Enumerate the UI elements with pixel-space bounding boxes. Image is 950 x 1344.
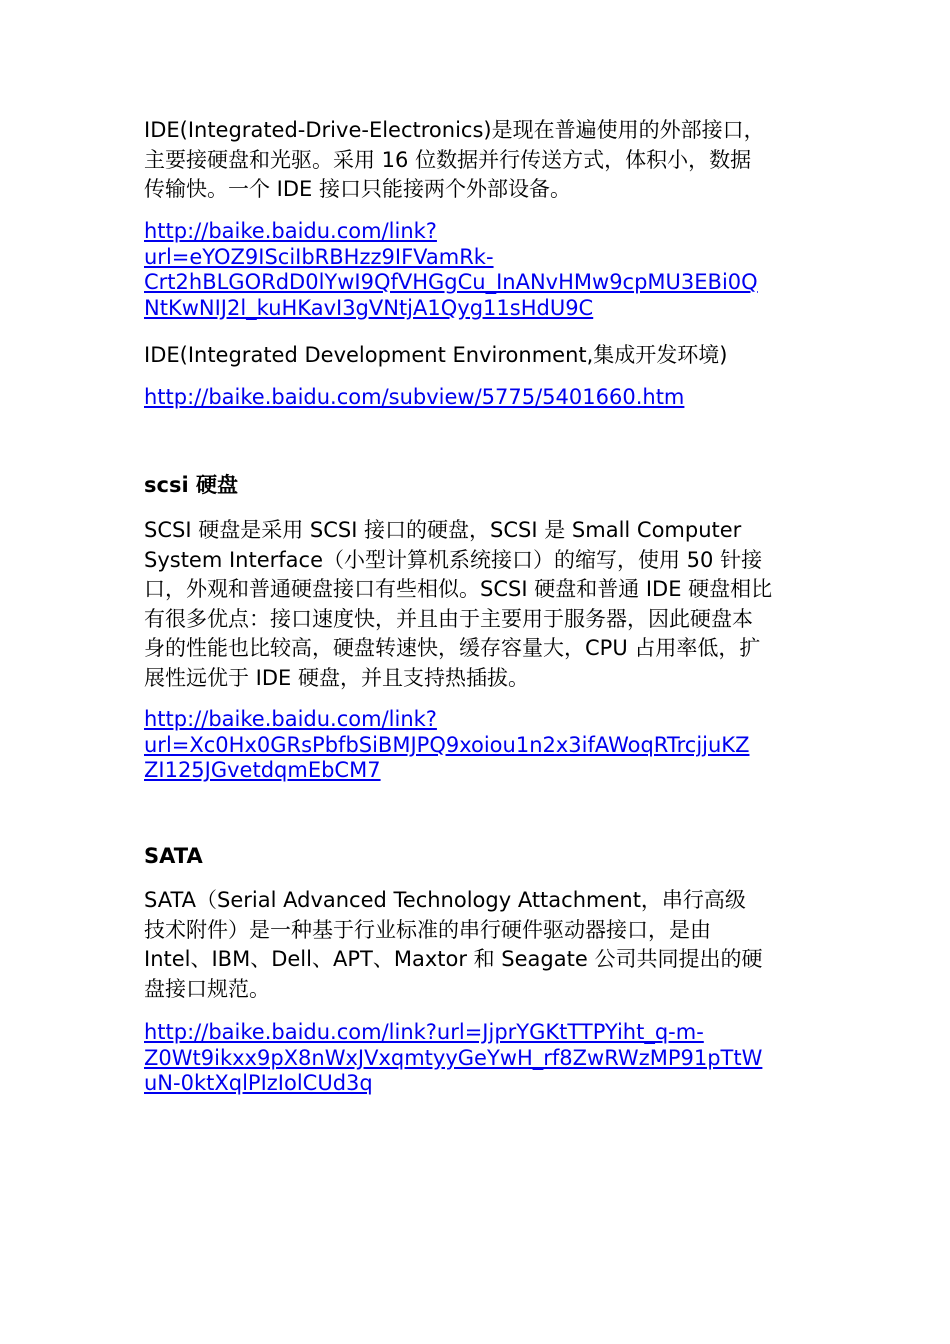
sata-heading: SATA [144,844,203,868]
text-line: 盘接口规范。 [144,976,270,1001]
sata-paragraph [144,886,762,1004]
text-line: System Interface（小型计算机系统接口）的缩写，使用 50 针接 [144,547,763,572]
ide-subview-link[interactable] [144,385,684,411]
link-line[interactable]: url=Xc0Hx0GRsPbfbSiBMJPQ9xoiou1n2x3ifAWoqRTrcjjuKZ [144,732,750,757]
link-line[interactable]: http://baike.baidu.com/link?url=JjprYGKtTTPYiht_q-m- [144,1020,704,1044]
scsi-heading: scsi 硬盘 [144,473,238,497]
text-line: 展性远优于 IDE 硬盘，并且支持热插拔。 [144,665,529,690]
text-line: IDE(Integrated-Drive-Electronics)是现在普遍使用的外部接口， [144,118,765,142]
text-line: 传输快。一个 IDE 接口只能接两个外部设备。 [144,177,571,201]
text-line: 口，外观和普通硬盘接口有些相似。SCSI 硬盘和普通 IDE 硬盘相比 [144,577,773,601]
text-line: SCSI 硬盘是采用 SCSI 接口的硬盘，SCSI 是 Small Computer [144,518,742,542]
scsi-baike-link[interactable] [144,707,749,784]
link-line[interactable]: ZI125JGvetdqmEbCM7 [144,758,381,782]
ide-subtitle: IDE(Integrated Development Environment,集成开发环境) [144,343,728,367]
ide-baike-link[interactable] [144,219,758,321]
ide-paragraph [144,116,765,205]
link-line[interactable]: http://baike.baidu.com/link? [144,219,437,243]
link-line[interactable]: uN-0ktXqlPIzIolCUd3q [144,1071,373,1095]
text-line: Intel、IBM、Dell、APT、Maxtor 和 Seagate 公司共同提出的硬 [144,947,763,971]
scsi-paragraph [144,516,772,693]
text-line: 主要接硬盘和光驱。采用 16 位数据并行传送方式，体积小，数据 [144,147,752,172]
text-line: 有很多优点：接口速度快，并且由于主要用于服务器，因此硬盘本 [144,606,753,631]
sata-baike-link[interactable] [144,1020,762,1097]
link-line[interactable]: Crt2hBLGORdD0lYwI9QfVHGgCu_InANvHMw9cpMU3EBi0Q [144,270,758,294]
link-line[interactable]: Z0Wt9ikxx9pX8nWxJVxqmtyyGeYwH_rf8ZwRWzMP91pTtW [144,1045,763,1070]
link-line[interactable]: url=eYOZ9ISciIbRBHzz9IFVamRk- [144,244,494,269]
link-line[interactable]: NtKwNIJ2l_kuHKavI3gVNtjA1Qyg11sHdU9C [144,295,594,320]
link-line[interactable]: http://baike.baidu.com/link? [144,707,437,731]
link-line[interactable]: http://baike.baidu.com/subview/5775/5401660.htm [144,385,685,409]
text-line: 身的性能也比较高，硬盘转速快，缓存容量大，CPU 占用率低，扩 [144,636,761,660]
text-line: 技术附件）是一种基于行业标准的串行硬件驱动器接口，是由 [144,917,711,942]
text-line: SATA（Serial Advanced Technology Attachment，串行高级 [144,888,746,912]
